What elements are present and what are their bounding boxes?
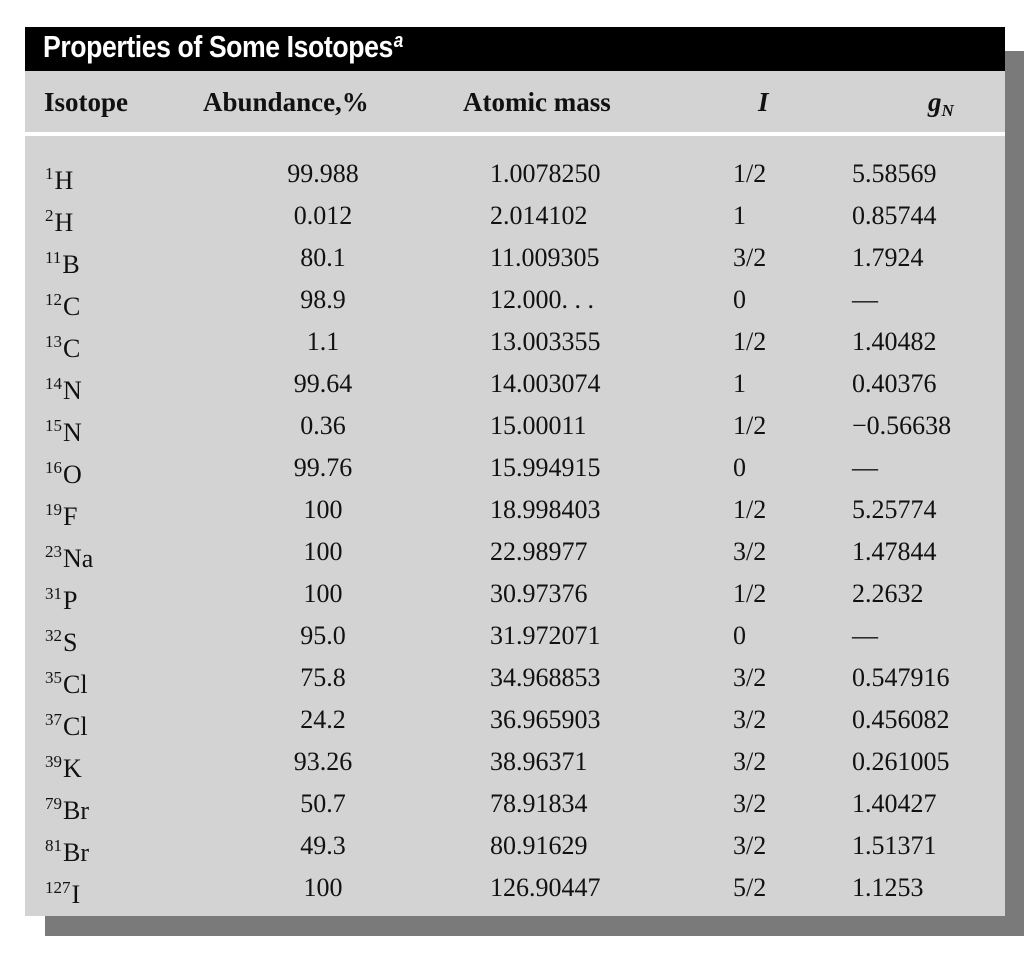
mass-number: 14	[45, 374, 62, 393]
cell-spin: 0	[733, 621, 746, 650]
cell-atomic-mass: 126.90447	[490, 873, 601, 902]
cell-abundance: 49.3	[300, 831, 346, 860]
cell-isotope	[45, 660, 88, 703]
element-symbol: Cl	[63, 712, 88, 741]
element-symbol: C	[63, 292, 81, 321]
isotope-table	[25, 27, 1005, 916]
cell-isotope	[45, 492, 77, 535]
table-body	[25, 156, 1005, 912]
element-symbol: O	[63, 460, 82, 489]
element-symbol: P	[63, 586, 78, 615]
table-row	[25, 870, 1005, 912]
cell-spin: 3/2	[733, 747, 767, 776]
header-abundance: Abundance,%	[203, 87, 369, 117]
cell-atomic-mass: 13.003355	[490, 327, 601, 356]
cell-abundance: 99.988	[287, 159, 359, 188]
cell-abundance: 80.1	[300, 243, 346, 272]
element-symbol: C	[63, 334, 81, 363]
cell-abundance: 95.0	[300, 621, 346, 650]
cell-abundance: 100	[303, 537, 343, 566]
mass-number: 31	[45, 584, 62, 603]
table-row	[25, 786, 1005, 828]
cell-isotope	[45, 240, 80, 283]
header-row	[25, 71, 1005, 135]
table-row	[25, 702, 1005, 744]
cell-spin: 1	[733, 369, 746, 398]
element-symbol: I	[71, 880, 81, 909]
cell-atomic-mass: 14.003074	[490, 369, 601, 398]
mass-number: 23	[45, 542, 62, 561]
cell-g-factor: 1.51371	[852, 831, 937, 860]
header-g-factor: $g_N$	[928, 87, 954, 120]
mass-number: 2	[45, 206, 54, 225]
cell-atomic-mass: 1.0078250	[490, 159, 601, 188]
cell-spin: 5/2	[733, 873, 767, 902]
cell-abundance: 75.8	[300, 663, 346, 692]
table-row	[25, 198, 1005, 240]
element-symbol: H	[54, 208, 74, 237]
cell-spin: 1/2	[733, 159, 767, 188]
table-row	[25, 744, 1005, 786]
table-row	[25, 576, 1005, 618]
cell-spin: 3/2	[733, 831, 767, 860]
cell-spin: 3/2	[733, 243, 767, 272]
cell-atomic-mass: 22.98977	[490, 537, 588, 566]
mass-number: 16	[45, 458, 62, 477]
cell-g-factor: —	[852, 453, 878, 482]
title-bar	[25, 27, 1005, 71]
cell-spin: 0	[733, 285, 746, 314]
table-row	[25, 282, 1005, 324]
cell-g-factor: −0.56638	[852, 411, 952, 440]
table-row	[25, 618, 1005, 660]
cell-g-factor: 0.547916	[852, 663, 950, 692]
cell-atomic-mass: 12.000. . .	[490, 285, 594, 314]
table-row	[25, 366, 1005, 408]
element-symbol: Na	[63, 544, 94, 573]
cell-isotope	[45, 870, 80, 913]
cell-atomic-mass: 2.014102	[490, 201, 588, 230]
cell-abundance: 100	[303, 495, 343, 524]
cell-spin: 3/2	[733, 705, 767, 734]
cell-g-factor: 5.58569	[852, 159, 937, 188]
element-symbol: K	[63, 754, 82, 783]
table-row	[25, 660, 1005, 702]
mass-number: 39	[45, 752, 62, 771]
cell-spin: 3/2	[733, 663, 767, 692]
cell-g-factor: 1.7924	[852, 243, 924, 272]
element-symbol: N	[63, 418, 82, 447]
header-spin: I	[758, 87, 769, 117]
cell-spin: 0	[733, 453, 746, 482]
element-symbol: N	[63, 376, 82, 405]
cell-g-factor: 0.261005	[852, 747, 950, 776]
cell-atomic-mass: 18.998403	[490, 495, 601, 524]
cell-spin: 1/2	[733, 495, 767, 524]
cell-isotope	[45, 366, 82, 409]
cell-isotope	[45, 408, 82, 451]
cell-abundance: 1.1	[306, 327, 340, 356]
cell-g-factor: 1.47844	[852, 537, 937, 566]
cell-atomic-mass: 34.968853	[490, 663, 601, 692]
mass-number: 19	[45, 500, 62, 519]
cell-g-factor: 5.25774	[852, 495, 937, 524]
footnote-mark: a	[393, 30, 403, 52]
element-symbol: F	[63, 502, 78, 531]
cell-spin: 3/2	[733, 537, 767, 566]
element-symbol: Br	[63, 838, 89, 867]
cell-spin: 1/2	[733, 579, 767, 608]
cell-isotope	[45, 576, 77, 619]
cell-isotope	[45, 198, 73, 241]
cell-abundance: 99.76	[293, 453, 353, 482]
table-row	[25, 828, 1005, 870]
cell-g-factor: 1.40482	[852, 327, 937, 356]
cell-atomic-mass: 30.97376	[490, 579, 588, 608]
cell-atomic-mass: 11.009305	[490, 243, 600, 272]
cell-isotope	[45, 282, 80, 325]
table-row	[25, 324, 1005, 366]
cell-abundance: 50.7	[300, 789, 346, 818]
table-row	[25, 534, 1005, 576]
element-symbol: B	[62, 250, 80, 279]
mass-number: 79	[45, 794, 62, 813]
cell-atomic-mass: 38.96371	[490, 747, 588, 776]
element-symbol: H	[54, 166, 74, 195]
cell-isotope	[45, 534, 93, 577]
mass-number: 81	[45, 836, 62, 855]
cell-abundance: 93.26	[293, 747, 353, 776]
cell-abundance: 0.36	[300, 411, 346, 440]
cell-g-factor: 1.40427	[852, 789, 937, 818]
cell-abundance: 100	[303, 579, 343, 608]
cell-spin: 1	[733, 201, 746, 230]
mass-number: 13	[45, 332, 62, 351]
cell-abundance: 24.2	[300, 705, 346, 734]
cell-spin: 1/2	[733, 411, 767, 440]
cell-atomic-mass: 31.972071	[490, 621, 601, 650]
table-row	[25, 450, 1005, 492]
table-row	[25, 240, 1005, 282]
cell-isotope	[45, 324, 80, 367]
cell-isotope	[45, 702, 88, 745]
cell-atomic-mass: 15.00011	[490, 411, 587, 440]
cell-g-factor: —	[852, 285, 878, 314]
header-isotope: Isotope	[44, 87, 129, 117]
table-title: Properties of Some Isotopes$^a$	[43, 29, 403, 64]
element-symbol: S	[63, 628, 78, 657]
cell-atomic-mass: 80.91629	[490, 831, 588, 860]
cell-spin: 3/2	[733, 789, 767, 818]
cell-abundance: 0.012	[293, 201, 353, 230]
cell-isotope	[45, 786, 89, 829]
cell-g-factor: 1.1253	[852, 873, 924, 902]
mass-number: 11	[45, 248, 62, 267]
cell-atomic-mass: 15.994915	[490, 453, 601, 482]
cell-isotope	[45, 156, 73, 199]
mass-number: 1	[45, 164, 54, 183]
cell-spin: 1/2	[733, 327, 767, 356]
cell-abundance: 98.9	[300, 285, 346, 314]
header-atomic-mass: Atomic mass	[463, 87, 611, 117]
cell-g-factor: 0.456082	[852, 705, 950, 734]
cell-g-factor: —	[852, 621, 878, 650]
mass-number: 32	[45, 626, 62, 645]
cell-isotope	[45, 828, 89, 871]
mass-number: 35	[45, 668, 62, 687]
table-row	[25, 408, 1005, 450]
cell-atomic-mass: 36.965903	[490, 705, 601, 734]
element-symbol: Cl	[63, 670, 88, 699]
cell-isotope	[45, 450, 82, 493]
cell-isotope	[45, 744, 82, 787]
mass-number: 12	[45, 290, 62, 309]
element-symbol: Br	[63, 796, 89, 825]
table-row	[25, 156, 1005, 198]
mass-number: 15	[45, 416, 62, 435]
cell-isotope	[45, 618, 77, 661]
cell-g-factor: 0.40376	[852, 369, 937, 398]
cell-atomic-mass: 78.91834	[490, 789, 588, 818]
cell-g-factor: 0.85744	[852, 201, 937, 230]
mass-number: 127	[45, 878, 71, 897]
header-divider	[25, 132, 1005, 136]
cell-abundance: 99.64	[293, 369, 353, 398]
table-row	[25, 492, 1005, 534]
cell-abundance: 100	[303, 873, 343, 902]
cell-g-factor: 2.2632	[852, 579, 924, 608]
mass-number: 37	[45, 710, 62, 729]
